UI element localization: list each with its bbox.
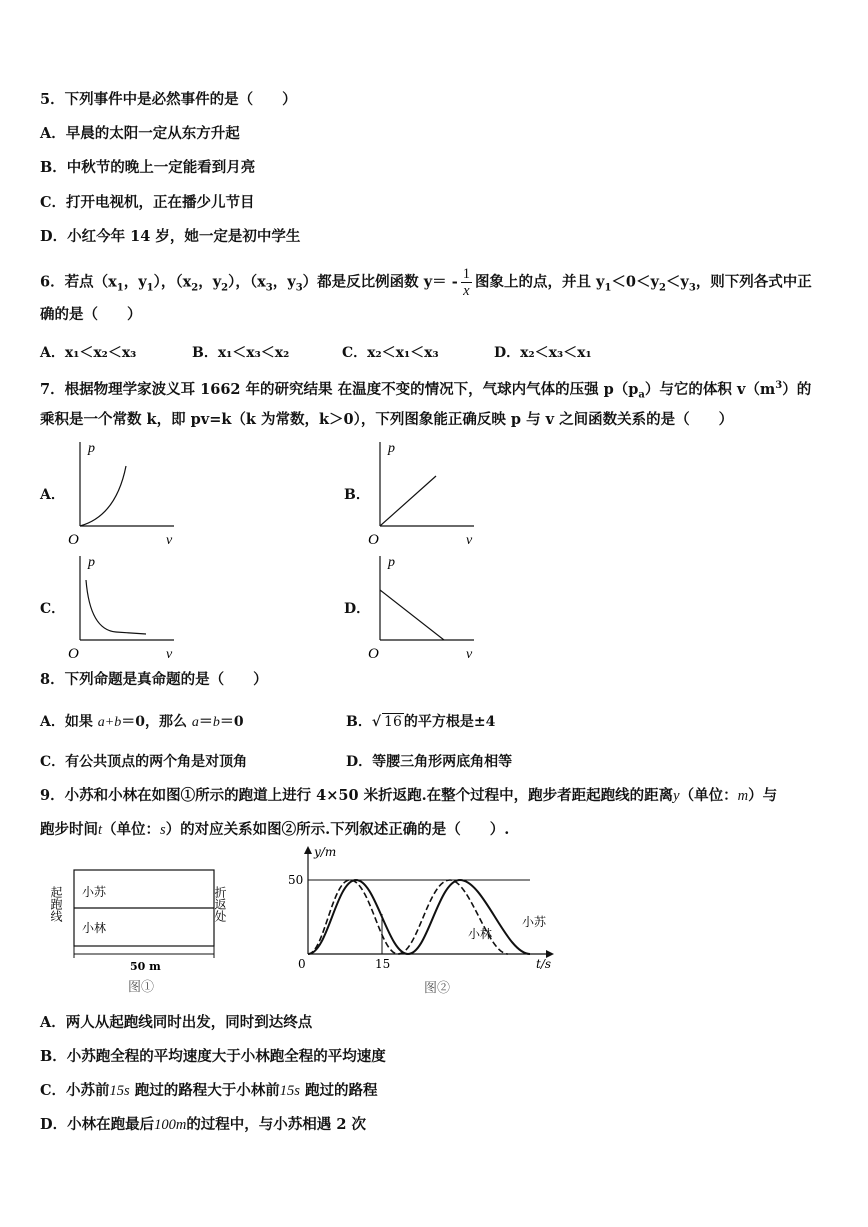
origin-label: O [368, 532, 379, 548]
q9-figure-2-graph [284, 842, 564, 1002]
q7-stem-line2: 乘积是一个常数 k，即 pv=k（k 为常数，k＞0），下列图象能正确反映 p 与 v 之间函数关系的是（ ） [40, 411, 734, 428]
series-xiaosu [308, 880, 530, 954]
q8-option-d: D．等腰三角形两底角相等 [346, 754, 513, 770]
y-label: p [388, 555, 395, 570]
q7-graph-d [366, 550, 486, 662]
origin-label: O [368, 646, 379, 662]
y-axis-label: y/m [314, 845, 337, 859]
y-label: p [88, 555, 95, 570]
q9-figure-1-track [49, 858, 242, 998]
q6-stem: 6．若点（$x_1$，$y_1$），（$x_2$，$y_2$），（$x_3$，$y_3$）都是反比例函数 y＝ - $\frac{1}{x}$ 图象上的点，并且 $y_1<0<y_2<y_3$，则下列各式中正 [40, 266, 812, 299]
x-label: v [466, 533, 473, 548]
q9-stem-line2: 跑步时间t（单位：s）的对应关系如图②所示.下列叙述正确的是（ ）. [40, 821, 510, 838]
series-label-xiaosu: 小苏 [522, 915, 547, 929]
q8-option-c: C．有公共顶点的两个角是对顶角 [40, 754, 248, 770]
x-axis-label: t/s [536, 957, 552, 971]
series-label-xiaolin: 小林 [468, 927, 493, 941]
figure-caption: 图② [424, 981, 451, 996]
q9-option-c: C．小苏前15s 跑过的路程大于小林前15s 跑过的路程 [40, 1082, 378, 1099]
origin-label: O [68, 532, 79, 548]
q7-label-d: D． [344, 601, 371, 617]
q8-option-a: A．如果 a+b＝0，那么 a＝b＝0 [40, 714, 244, 730]
curve [80, 466, 126, 526]
figure-caption: 图① [128, 980, 155, 995]
q7-graph-c [66, 550, 186, 662]
q9-option-a: A．两人从起跑线同时出发，同时到达终点 [40, 1014, 313, 1031]
q5-option-a: A．早晨的太阳一定从东方升起 [40, 125, 240, 142]
q6-option-d: D．x₂＜x₃＜x₁ [494, 345, 592, 361]
runner-xiaosu-label: 小苏 [82, 885, 107, 899]
y-label: p [388, 441, 395, 456]
runner-xiaolin-label: 小林 [82, 921, 107, 935]
q7-stem-line1: 7．根据物理学家波义耳 1662 年的研究结果 在温度不变的情况下，气球内气体的压强 $p(p_a)$与它的体积 $v(m^3)$的 [40, 380, 812, 401]
q7-graph-a [66, 436, 186, 548]
length-label: 50 m [130, 960, 161, 973]
line [380, 590, 444, 640]
q9-option-d: D．小林在跑最后100m的过程中，与小苏相遇 2 次 [40, 1116, 366, 1133]
q7-label-a: A． [40, 487, 65, 503]
q9-stem-line1: 9．小苏和小林在如图①所示的跑道上进行 4×50 米折返跑.在整个过程中，跑步者距起跑线的距离y（单位：m）与 [40, 787, 778, 804]
x-tick-15: 15 [375, 957, 391, 971]
x-label: v [166, 647, 173, 662]
q5-stem: 5．下列事件中是必然事件的是（ ） [40, 91, 297, 108]
q6-stem-line2: 确的是（ ） [40, 306, 142, 323]
origin-label: 0 [298, 957, 306, 971]
q7-label-b: B． [344, 487, 370, 503]
turn-point-label: 折返处 [213, 886, 227, 922]
q6-fraction: $\frac{1}{x}$ [462, 266, 470, 299]
q6-option-c: C．x₂＜x₁＜x₃ [342, 345, 439, 361]
y-tick-50: 50 [288, 873, 304, 887]
y-label: p [88, 441, 95, 456]
q8-option-b: B．√ 16 的平方根是±4 [346, 714, 496, 730]
x-label: v [166, 533, 173, 548]
q7-label-c: C． [40, 601, 66, 617]
line [380, 476, 436, 526]
curve [86, 580, 146, 634]
q6-option-a: A．x₁＜x₂＜x₃ [40, 345, 137, 361]
x-label: v [466, 647, 473, 662]
start-line-label: 起跑线 [49, 886, 63, 922]
q6-option-b: B．x₁＜x₃＜x₂ [192, 345, 290, 361]
origin-label: O [68, 646, 79, 662]
q5-option-d: D．小红今年 14 岁，她一定是初中学生 [40, 228, 301, 245]
q9-option-b: B．小苏跑全程的平均速度大于小林跑全程的平均速度 [40, 1048, 386, 1065]
q8-stem: 8．下列命题是真命题的是（ ） [40, 671, 268, 688]
q5-option-b: B．中秋节的晚上一定能看到月亮 [40, 159, 256, 176]
q5-option-c: C．打开电视机，正在播少儿节目 [40, 194, 255, 211]
q7-graph-b [366, 436, 486, 548]
